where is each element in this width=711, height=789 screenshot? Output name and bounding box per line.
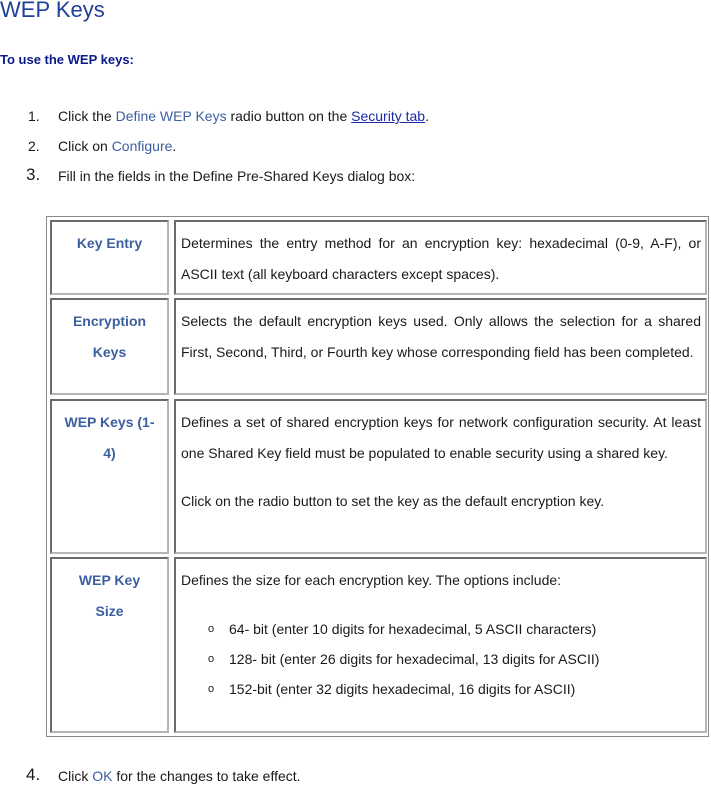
step-text-part: . <box>172 138 177 154</box>
row-label-line: Size <box>95 603 124 619</box>
step-text-part: Click the <box>58 108 116 124</box>
row-label-line: Key Entry <box>76 235 143 251</box>
settings-table <box>46 216 709 737</box>
step-text-part: radio button on the <box>226 108 352 124</box>
table-row <box>50 220 705 295</box>
list-item <box>181 674 701 704</box>
step-number: 4. <box>26 765 41 784</box>
step-number: 2. <box>28 138 40 154</box>
row-description-text: Defines a set of shared encryption keys for network configuration security. At least one Shared Key field must be populated to enable security using a shared key. <box>181 414 701 461</box>
list-item <box>181 614 701 644</box>
bullet-icon: o <box>208 683 215 695</box>
step-text-part: for the changes to take effect. <box>112 768 301 784</box>
step-text-part: Click on <box>58 138 112 154</box>
row-label-line: WEP Keys (1- <box>64 414 155 430</box>
option-text: 152-bit (enter 32 digits hexadecimal, 16 digits for ASCII) <box>229 681 576 697</box>
row-label-line: Encryption <box>72 313 147 329</box>
row-description <box>174 298 707 395</box>
configure-term: Configure <box>111 138 173 154</box>
bullet-icon: o <box>208 623 215 635</box>
row-label <box>50 399 169 554</box>
subheading: To use the WEP keys: <box>0 52 134 67</box>
row-description-text: Defines the size for each encryption key. The options include: <box>181 572 562 588</box>
list-item <box>181 644 701 674</box>
row-description <box>174 399 707 554</box>
row-label <box>50 298 169 395</box>
row-label-line: Keys <box>92 344 127 360</box>
table-row <box>50 298 705 395</box>
step-text <box>58 138 176 154</box>
row-label-line: WEP Key <box>78 572 141 588</box>
define-wep-keys-term: Define WEP Keys <box>115 108 227 124</box>
row-description-text: Determines the entry method for an encryption key: hexadecimal (0-9, A-F), or ASCII text (all keyboard characters except spaces). <box>181 235 701 282</box>
row-label <box>50 220 169 295</box>
table-row <box>50 557 705 733</box>
row-description <box>174 557 707 733</box>
row-description-note: Click on the radio button to set the key as the default encryption key. <box>181 493 605 509</box>
step-text: Fill in the fields in the Define Pre-Shared Keys dialog box: <box>58 168 416 184</box>
row-label-line: 4) <box>103 445 116 461</box>
ok-term: OK <box>92 768 113 784</box>
step-number: 3. <box>26 165 41 184</box>
page-title: WEP Keys <box>0 0 105 22</box>
step-text <box>58 768 301 784</box>
options-list <box>181 614 701 704</box>
table-row <box>50 399 705 554</box>
step-text-part: . <box>425 108 429 124</box>
option-text: 64- bit (enter 10 digits for hexadecimal, 5 ASCII characters) <box>229 621 597 637</box>
step-text-part: Click <box>58 768 93 784</box>
row-description <box>174 220 707 295</box>
step-number: 1. <box>28 108 40 124</box>
step-text <box>58 108 429 124</box>
option-text: 128- bit (enter 26 digits for hexadecimal, 13 digits for ASCII) <box>229 651 600 667</box>
row-label <box>50 557 169 733</box>
row-description-text: Selects the default encryption keys used. Only allows the selection for a shared First, Second, Third, or Fourth key whose corresponding field has been completed. <box>181 313 701 360</box>
bullet-icon: o <box>208 653 215 665</box>
security-tab-link[interactable]: Security tab <box>351 108 426 124</box>
